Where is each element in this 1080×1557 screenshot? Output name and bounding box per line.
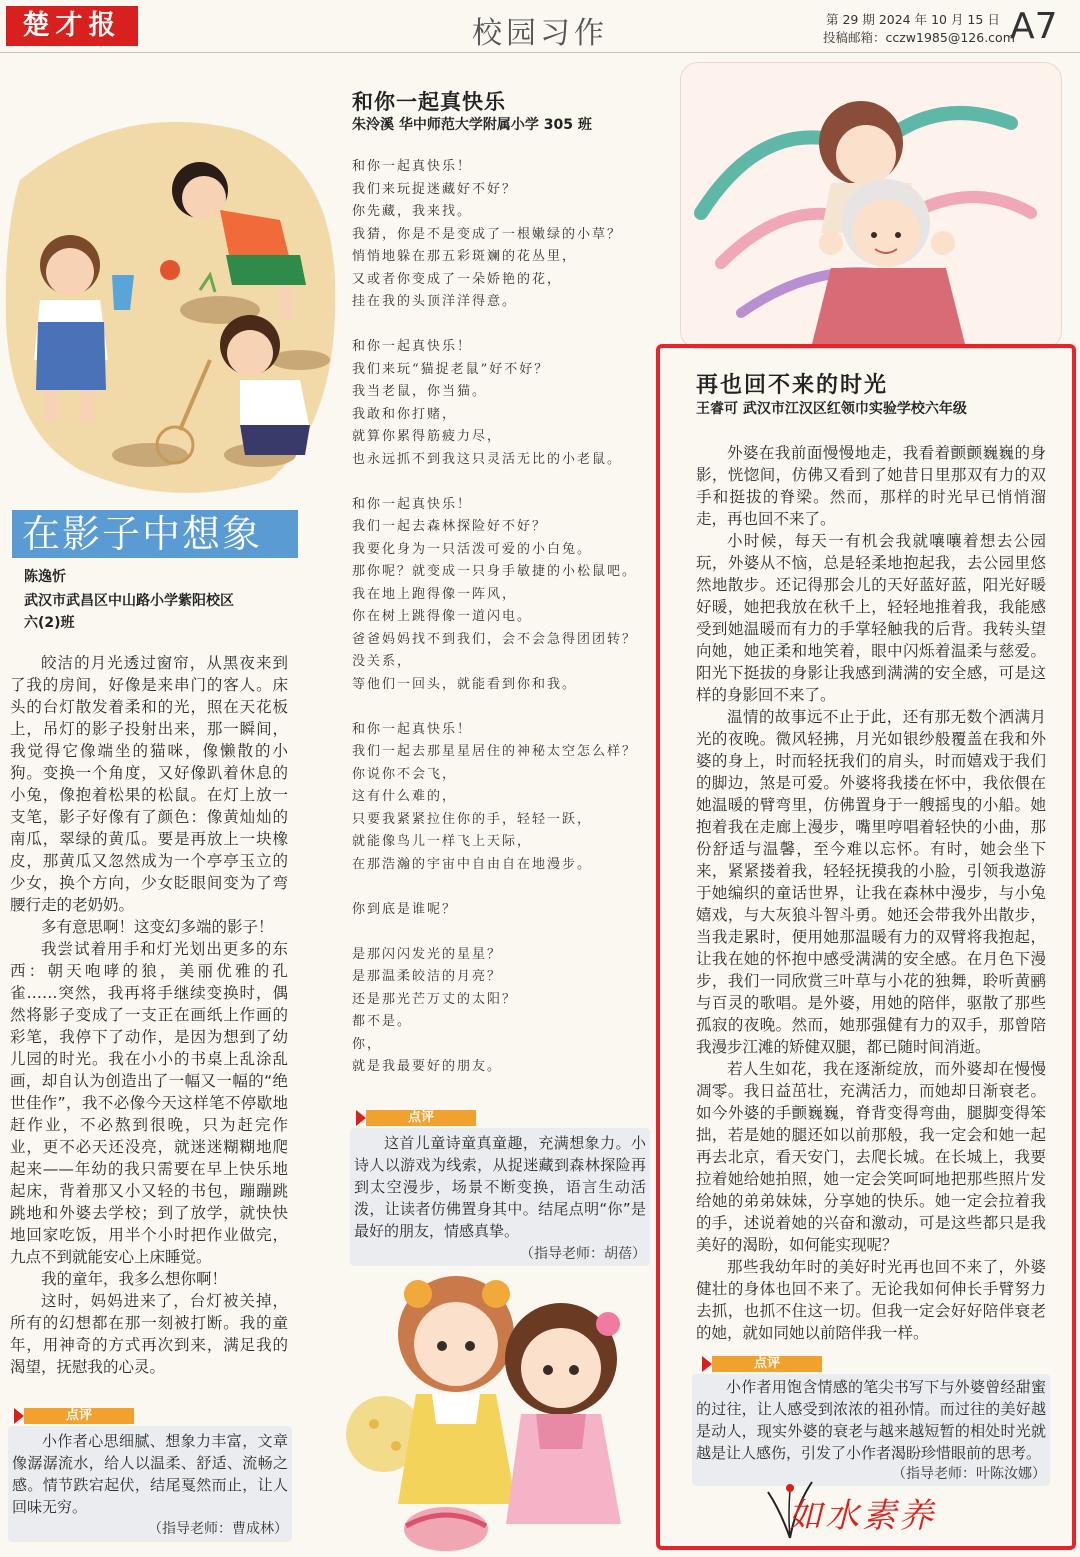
poem-line: 我们一起去森林探险好不好？ — [352, 519, 548, 534]
poem-line: 和你一起真快乐！ — [352, 159, 473, 174]
poem-line: 我们来玩捉迷藏好不好？ — [352, 181, 518, 197]
review-text — [354, 1132, 646, 1242]
poem-line: 我们一起去那星星居住的神秘太空怎么样？ — [352, 744, 638, 759]
paragraph: 这时，妈妈进来了，台灯被关掉，所有的幻想都在那一刻被打断。我的童年，用神奇的方式再次到来，满足我的渴望，抚慰我的心灵。 — [10, 1292, 288, 1376]
poem-line: 我敢和你打赌， — [352, 406, 458, 422]
poem-line: 悄悄地躲在那五彩斑斓的花丛里， — [352, 249, 578, 264]
review-label: 点评 — [24, 1408, 134, 1424]
poem-line: 你到底是谁呢？ — [352, 901, 458, 917]
paragraph: 外婆在我前面慢慢地走，我看着颤颤巍巍的身影，恍惚间，仿佛又看到了她昔日里那双有力的双手和挺拔的脊梁。然而，那样的时光早已悄悄溜走，再也回不来了。 — [696, 444, 1046, 528]
poem-line: 是那温柔皎洁的月亮？ — [352, 969, 503, 984]
submission-email: 投稿邮箱：cczw1985@126.com — [823, 30, 1015, 45]
section-title: 校园习作 — [472, 16, 608, 51]
poem-line: 我在地上跑得像一阵风， — [352, 586, 518, 602]
stanza-gap — [352, 876, 650, 899]
review-label: 点评 — [712, 1356, 822, 1372]
teacher-credit: （指导老师：胡蓓） — [520, 1246, 646, 1262]
stanza-gap — [352, 314, 650, 337]
teacher-credit: （指导老师：叶陈汝娜） — [892, 1466, 1046, 1482]
review-paragraph: 这首儿童诗童真童趣，充满想象力。小诗人以游戏为线索，从捉迷藏到森林探险再到太空漫步，场景不断变换，语言生动活泼，让读者仿佛置身其中。结尾点明“你”是最好的朋友，情感真挚。 — [354, 1134, 646, 1240]
poem-line: 我们来玩“猫捉老鼠”好不好？ — [352, 361, 550, 377]
essay-left-title: 在影子中想象 — [22, 512, 263, 556]
newspaper-logo: 楚才报 — [6, 6, 138, 46]
paragraph: 温情的故事远不止于此，还有那无数个洒满月光的夜晚。微风轻拂，月光如银纱般覆盖在我和外婆的身上，时而轻抚我们的肩头，时而嬉戏于我们的脚边，煞是可爱。外婆将我搂在怀中，我依偎在她温暖的臂弯里，仿佛置身于一艘摇曳的小船。她抱着我在走廊上漫步，嘴里哼唱着轻快的小曲，那份舒适与温馨，至今难以忘怀。有时，她会坐下来，紧紧搂着我，轻轻抚摸我的小脸，引领我遨游于她编织的童话世界，让我在森林中漫步，与小兔嬉戏，与大灰狼斗智斗勇。她还会带我外出散步，当我走累时，便用她那温暖有力的双臂将我抱起，让我在她的怀抱中感受满满的安全感。在月色下漫步，我们一同欣赏三叶草与小花的独舞，聆听黄鹂与百灵的歌唱。是外婆，用她的陪伴，驱散了那些孤寂的夜晚。然而，她那强健有力的双手，那曾陪我漫步江滩的矫健双腿，都已随时间消逝。 — [696, 708, 1046, 1056]
stanza-gap — [352, 471, 650, 494]
poem-line: 都不是。 — [352, 1014, 413, 1029]
beach-children-illustration — [0, 60, 340, 500]
poem-line: 没关系， — [352, 654, 413, 669]
poem-line: 你说你不会飞， — [352, 766, 458, 782]
paragraph: 若人生如花，我在逐渐绽放，而外婆却在慢慢凋零。我日益茁壮，充满活力，而她却日渐衰老。如今外婆的手颤巍巍，脊背变得弯曲，腿脚变得笨拙，若是她的腿还如以前那般，我一定会和她一起再去北京，看天安门，去爬长城。在长城上，我要拉着她给她拍照，她一定会笑呵呵地把那些照片发给她的弟弟妹妹，分享她的快乐。她一定会拉着我的手，述说着她的兴奋和激动，可是这些都只是我美好的渴盼，如何能实现呢？ — [696, 1060, 1046, 1254]
poem-line: 我当老鼠，你当猫。 — [352, 384, 488, 399]
poem-line: 还是那光芒万丈的太阳？ — [352, 991, 518, 1007]
poem-line: 等他们一回头，就能看到你和我。 — [352, 676, 578, 692]
issue-date: 第 29 期 2024 年 10 月 15 日 — [826, 12, 1000, 27]
poem-line: 你， — [352, 1036, 383, 1052]
review-paragraph: 小作者用饱含情感的笔尖书写下与外婆曾经甜蜜的过往，让人感受到浓浓的祖孙情。而过往的美好越是动人，现实外婆的衰老与越来越短暂的相处时光就越是让人感伤，引发了小作者渴盼珍惜眼前的思考。 — [696, 1378, 1046, 1462]
stanza-gap — [352, 921, 650, 944]
poem-line: 你先藏，我来找。 — [352, 204, 473, 219]
poem-line: 是那闪闪发光的星星？ — [352, 946, 503, 962]
paragraph: 我尝试着用手和灯光划出更多的东西：朝天咆哮的狼，美丽优雅的孔雀……突然，我再将手继续变换时，偶然将影子变成了一支正在画纸上作画的彩笔，我停下了动作，是因为想到了幼儿园的时光。我在小小的书桌上乱涂乱画，却自认为创造出了一幅又一幅的“绝世佳作”，我不必像今天这样笔不停歇地赶作业，不必熬到很晚，只为赶完作业，更不必天还没亮，就迷迷糊糊地爬起来——年幼的我只需要在早上快乐地起床，背着那又小又轻的书包，蹦蹦跳跳地和外婆去学校；到了放学，就快快地回家吃饭，用半个小时把作业做完，九点不到就能安心上床睡觉。 — [10, 940, 288, 1266]
poem-title: 和你一起真快乐 — [352, 90, 506, 114]
stanza-gap — [352, 696, 650, 719]
paragraph: 小时候，每天一有机会我就嚷嚷着想去公园玩，外婆从不恼，总是轻柔地抱起我，去公园里悠然地散步。还记得那会儿的天好蓝好蓝，阳光好暖好暖，她把我放在秋千上，轻轻地推着我，我能感受到她温暖而有力的手掌轻触我的后背。我转头望向她，她正柔和地笑着，眼中闪烁着温柔与慈爱。阳光下挺拔的身影让我感到满满的安全感，可是这样的身影回不来了。 — [696, 532, 1046, 704]
poem-line: 和你一起真快乐！ — [352, 496, 473, 512]
teacher-credit: （指导老师：曹成林） — [148, 1521, 288, 1537]
poem-line: 我要化身为一只活泼可爱的小白兔。 — [352, 541, 593, 557]
paragraph: 那些我幼年时的美好时光再也回不来了，外婆健壮的身体也回不来了。无论我如何伸长手臂努力去抓，也抓不住这一切。但我一定会好好陪伴衰老的她，就如同她以前陪伴我一样。 — [696, 1258, 1046, 1342]
essay-right-body — [696, 442, 1046, 1344]
poem-line: 就能像鸟儿一样飞上天际， — [352, 834, 533, 849]
two-girls-illustration — [346, 1264, 656, 1554]
essay-right-title: 再也回不来的时光 — [696, 373, 889, 398]
poem-line: 我猜，你是不是变成了一根嫩绿的小草？ — [352, 226, 623, 242]
poem-author: 朱泠溪 华中师范大学附属小学 305 班 — [352, 117, 592, 133]
paragraph: 多有意思啊！这变幻多端的影子！ — [41, 918, 274, 936]
poem-line: 那你呢？就变成一只身手敏捷的小松鼠吧。 — [352, 564, 638, 579]
poem-line: 和你一起真快乐！ — [352, 721, 473, 737]
essay-left-class: 六(2)班 — [24, 615, 75, 631]
essay-left-body — [10, 652, 288, 1378]
review-text — [12, 1430, 288, 1518]
review-label: 点评 — [366, 1110, 476, 1126]
poem-line: 挂在我的头顶洋洋得意。 — [352, 294, 518, 309]
poem-line: 这有什么难的， — [352, 789, 458, 804]
paragraph: 皎洁的月光透过窗帘，从黑夜来到了我的房间，好像是来串门的客人。床头的台灯散发着柔和的光，照在天花板上，吊灯的影子投射出来，那一瞬间，我觉得它像端坐的猫咪，像懒散的小狗。变换一个角度，又好像趴着休息的小兔，像抱着松果的松鼠。在灯上放一支笔，影子好像有了颜色：像黄灿灿的南瓜，翠绿的黄瓜。要是再放上一块橡皮，那黄瓜又忽然成为一个亭亭玉立的少女，换个方向，少女眨眼间变为了弯腰行走的老奶奶。 — [10, 654, 288, 914]
review-paragraph: 小作者心思细腻、想象力丰富，文章像潺潺流水，给人以温柔、舒适、流畅之感。情节跌宕起伏，结尾戛然而止，让人回味无穷。 — [12, 1432, 288, 1516]
essay-left-school: 武汉市武昌区中山路小学紫阳校区 — [24, 593, 234, 609]
poem-line: 和你一起真快乐！ — [352, 339, 473, 354]
calligraphy-signature: 如水素养 — [788, 1496, 936, 1536]
review-text — [696, 1376, 1046, 1464]
page-number: A7 — [1010, 6, 1058, 47]
poem-line: 你在树上跳得像一道闪电。 — [352, 609, 533, 624]
poem-line: 爸爸妈妈找不到我们，会不会急得团团转？ — [352, 631, 638, 647]
paragraph: 我的童年，我多么想你啊！ — [41, 1270, 228, 1288]
poem-line: 就是我最要好的朋友。 — [352, 1059, 503, 1074]
grandmother-hug-illustration — [680, 62, 1062, 349]
poem-line: 又或者你变成了一朵娇艳的花， — [352, 271, 563, 287]
poem-line: 就算你累得筋疲力尽， — [352, 429, 503, 444]
poem-line: 在那浩瀚的宇宙中自由自在地漫步。 — [352, 856, 593, 872]
poem-line: 只要我紧紧拉住你的手，轻轻一跃， — [352, 811, 593, 827]
poem-line: 也永远抓不到我这只灵活无比的小老鼠。 — [352, 451, 623, 467]
essay-right-author: 王睿可 武汉市江汉区红领巾实验学校六年级 — [696, 401, 967, 417]
poem-body — [352, 156, 650, 1079]
essay-left-author: 陈逸忻 — [24, 569, 66, 585]
